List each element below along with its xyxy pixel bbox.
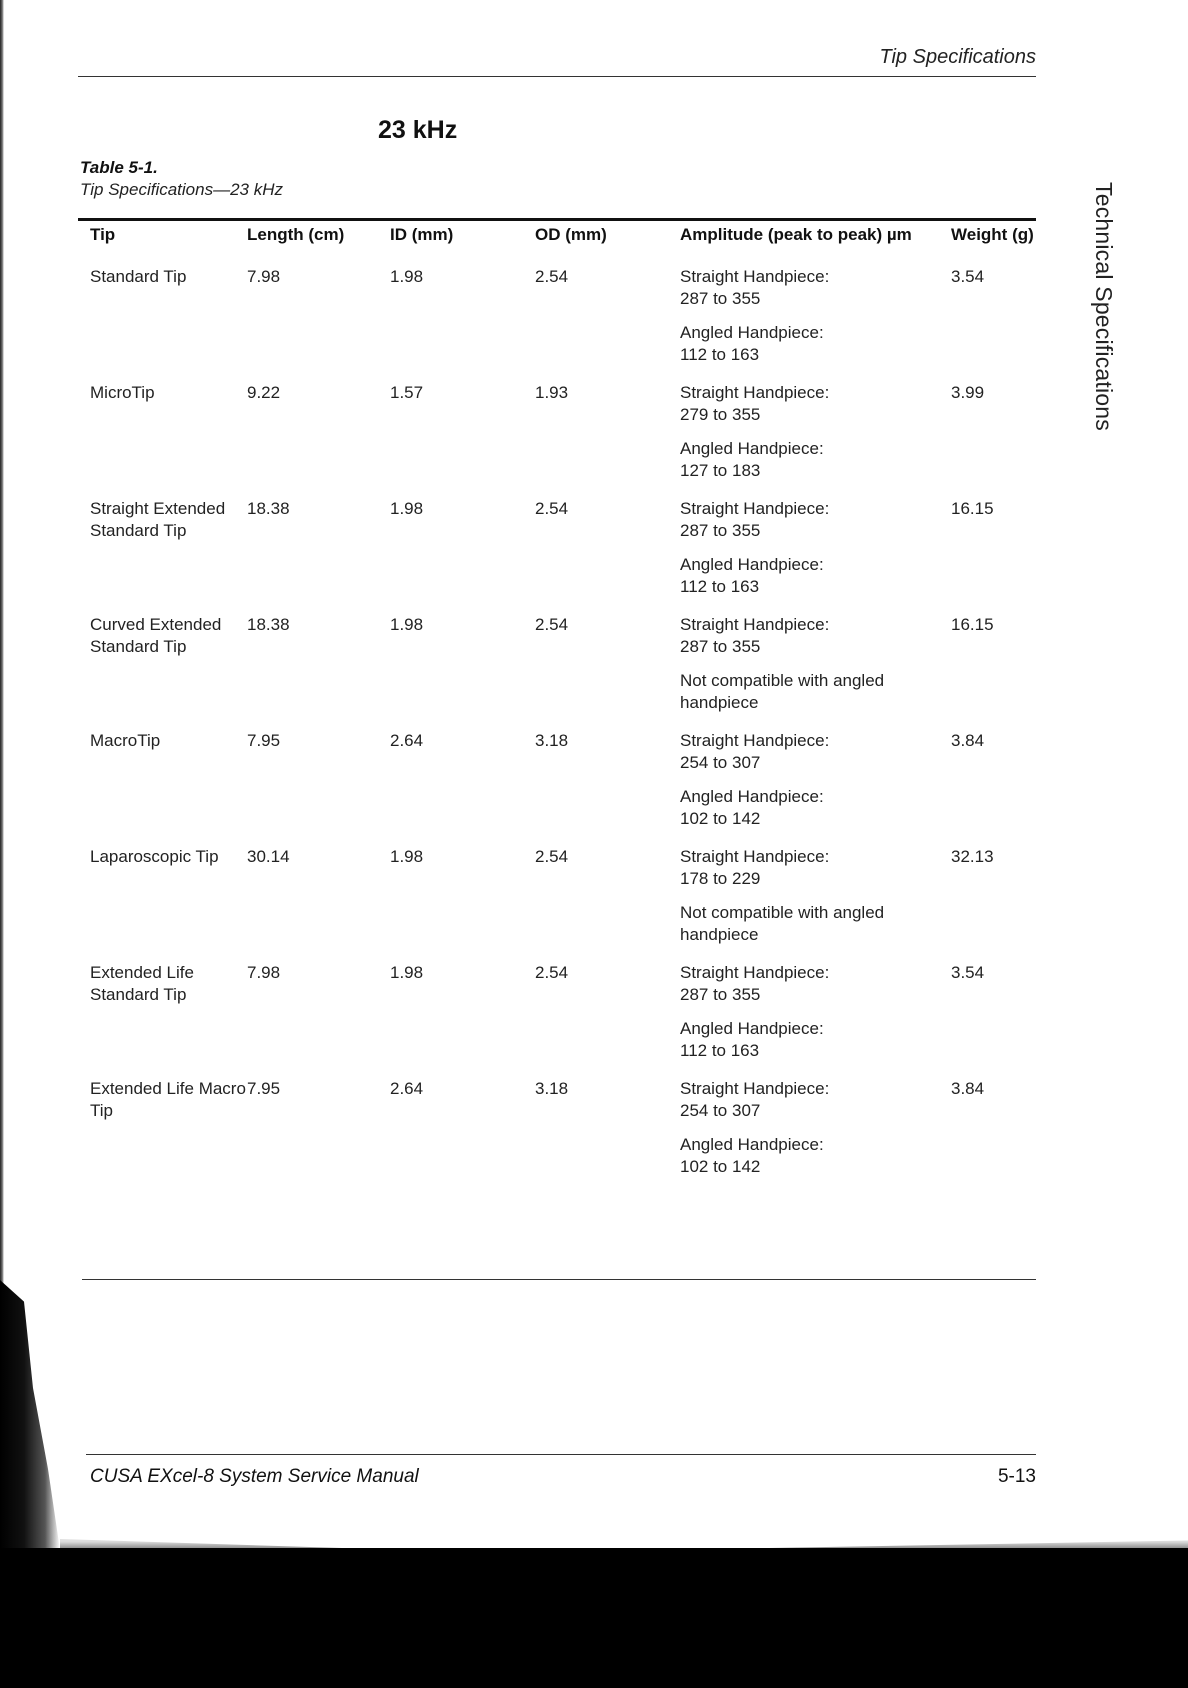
column-header-id: ID (mm) (390, 225, 454, 244)
amplitude-label: Straight Handpiece: (680, 731, 830, 750)
cell-weight: 3.84 (951, 731, 985, 750)
tip-specifications-table (78, 224, 1036, 1194)
cell-id: 1.98 (390, 963, 424, 982)
amplitude-value: 254 to 307 (680, 753, 761, 772)
table-header-row (78, 224, 1036, 266)
amplitude-value: 287 to 355 (680, 985, 761, 1004)
cell-tip: Laparoscopic Tip (90, 847, 219, 866)
cell-od: 2.54 (535, 847, 569, 866)
cell-length: 18.38 (247, 615, 290, 634)
cell-weight: 3.99 (951, 383, 985, 402)
cell-length: 9.22 (247, 383, 281, 402)
cell-amplitude (680, 846, 951, 962)
column-header-weight: Weight (g) (951, 225, 1034, 244)
amplitude-label: Angled Handpiece: (680, 1135, 824, 1154)
scan-bottom-shadow (0, 1548, 1188, 1688)
running-header-title: Tip Specifications (879, 46, 1036, 68)
cell-tip: MacroTip (90, 731, 161, 750)
section-heading: 23 kHz (378, 116, 458, 144)
amplitude-value: handpiece (680, 925, 759, 944)
cell-id: 1.98 (390, 615, 424, 634)
cell-tip: MicroTip (90, 383, 155, 402)
amplitude-value: 287 to 355 (680, 521, 761, 540)
table-row (78, 498, 1036, 614)
cell-length: 7.98 (247, 267, 281, 286)
table-number-label: Table 5-1. (80, 158, 158, 177)
cell-tip: Extended Life Standard Tip (90, 963, 194, 1004)
amplitude-label: Angled Handpiece: (680, 555, 824, 574)
amplitude-label: Straight Handpiece: (680, 383, 830, 402)
cell-amplitude (680, 498, 951, 614)
amplitude-label: Straight Handpiece: (680, 267, 830, 286)
amplitude-value: 254 to 307 (680, 1101, 761, 1120)
amplitude-label: Straight Handpiece: (680, 615, 830, 634)
cell-id: 1.57 (390, 383, 424, 402)
cell-amplitude (680, 1078, 951, 1194)
amplitude-label: Not compatible with angled (680, 671, 885, 690)
cell-id: 2.64 (390, 731, 424, 750)
amplitude-label: Straight Handpiece: (680, 963, 830, 982)
table-row (78, 962, 1036, 1078)
amplitude-value: 178 to 229 (680, 869, 761, 888)
cell-id: 1.98 (390, 847, 424, 866)
cell-weight: 16.15 (951, 499, 994, 518)
side-section-tab: Technical Specifications (1091, 182, 1117, 431)
amplitude-label: Not compatible with angled (680, 903, 885, 922)
cell-length: 7.95 (247, 1079, 281, 1098)
table-caption: Tip Specifications—23 kHz (80, 180, 283, 199)
cell-od: 2.54 (535, 615, 569, 634)
footer-rule (86, 1454, 1036, 1455)
cell-od: 3.18 (535, 1079, 569, 1098)
cell-amplitude (680, 382, 951, 498)
cell-amplitude (680, 614, 951, 730)
amplitude-value: handpiece (680, 693, 759, 712)
footer-manual-title: CUSA EXcel-8 System Service Manual (90, 1466, 419, 1487)
table-row (78, 730, 1036, 846)
cell-id: 1.98 (390, 499, 424, 518)
table-row (78, 1078, 1036, 1194)
table-row (78, 614, 1036, 730)
table-bottom-rule (82, 1279, 1036, 1280)
amplitude-value: 112 to 163 (680, 345, 760, 364)
cell-od: 3.18 (535, 731, 569, 750)
cell-weight: 16.15 (951, 615, 994, 634)
header-rule (78, 76, 1036, 77)
amplitude-value: 102 to 142 (680, 1157, 761, 1176)
cell-amplitude (680, 730, 951, 846)
amplitude-label: Angled Handpiece: (680, 323, 824, 342)
cell-tip: Standard Tip (90, 267, 187, 286)
footer-page-number: 5-13 (997, 1466, 1036, 1487)
column-header-length: Length (cm) (247, 225, 345, 244)
cell-weight: 32.13 (951, 847, 994, 866)
amplitude-value: 112 to 163 (680, 577, 760, 596)
cell-weight: 3.54 (951, 963, 985, 982)
cell-od: 2.54 (535, 499, 569, 518)
amplitude-value: 102 to 142 (680, 809, 761, 828)
cell-amplitude (680, 962, 951, 1078)
cell-tip: Straight Extended Standard Tip (90, 499, 226, 540)
amplitude-value: 127 to 183 (680, 461, 761, 480)
column-header-amplitude: Amplitude (peak to peak) µm (680, 225, 912, 244)
column-header-tip: Tip (90, 225, 116, 244)
cell-tip: Curved Extended Standard Tip (90, 615, 222, 656)
amplitude-label: Straight Handpiece: (680, 847, 830, 866)
amplitude-label: Angled Handpiece: (680, 439, 824, 458)
cell-weight: 3.84 (951, 1079, 985, 1098)
cell-amplitude (680, 266, 951, 382)
scan-edge-shadow (0, 1280, 60, 1550)
amplitude-label: Angled Handpiece: (680, 787, 824, 806)
cell-weight: 3.54 (951, 267, 985, 286)
cell-length: 7.95 (247, 731, 281, 750)
amplitude-value: 287 to 355 (680, 637, 761, 656)
column-header-od: OD (mm) (535, 225, 607, 244)
amplitude-value: 279 to 355 (680, 405, 761, 424)
cell-od: 1.93 (535, 383, 569, 402)
cell-id: 2.64 (390, 1079, 424, 1098)
cell-od: 2.54 (535, 963, 569, 982)
amplitude-value: 112 to 163 (680, 1041, 760, 1060)
cell-length: 7.98 (247, 963, 281, 982)
cell-length: 18.38 (247, 499, 290, 518)
amplitude-value: 287 to 355 (680, 289, 761, 308)
table-row (78, 266, 1036, 382)
cell-tip: Extended Life Macro Tip (90, 1079, 246, 1120)
amplitude-label: Angled Handpiece: (680, 1019, 824, 1038)
amplitude-label: Straight Handpiece: (680, 1079, 830, 1098)
table-row (78, 382, 1036, 498)
table-top-rule (78, 218, 1036, 221)
cell-length: 30.14 (247, 847, 290, 866)
amplitude-label: Straight Handpiece: (680, 499, 830, 518)
table-row (78, 846, 1036, 962)
cell-od: 2.54 (535, 267, 569, 286)
cell-id: 1.98 (390, 267, 424, 286)
